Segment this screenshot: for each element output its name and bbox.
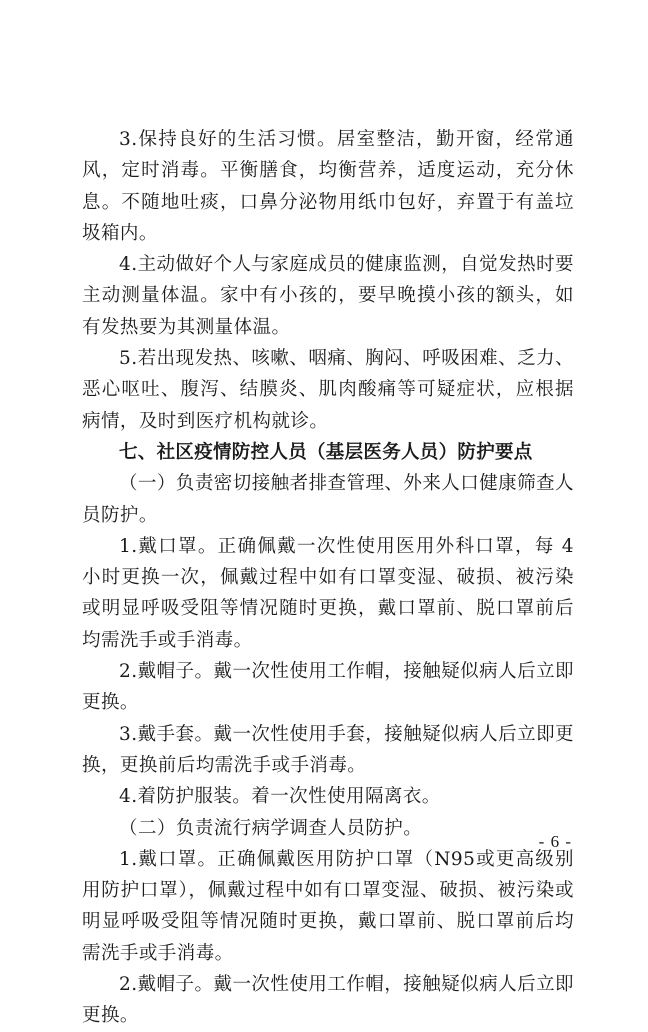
- section-heading-community-staff: 七、社区疫情防控人员（基层医务人员）防护要点: [119, 441, 533, 463]
- paragraph-gloves: 3.戴手套。戴一次性使用手套，接触疑似病人后立即更换，更换前后均需洗手或手消毒。: [82, 723, 574, 776]
- paragraph-symptoms: 5.若出现发热、咳嗽、咽痛、胸闷、呼吸困难、乏力、恶心呕吐、腹泻、结膜炎、肌肉酸痛等可疑症状，应根据病情，及时到医疗机构就诊。: [82, 348, 574, 432]
- page-number: - 6 -: [538, 832, 572, 851]
- subsection-heading-contact-screening: （一）负责密切接触者排查管理、外来人口健康筛查人员防护。: [82, 473, 574, 526]
- subsection-heading-epidemiology: （二）负责流行病学调查人员防护。: [119, 817, 423, 839]
- paragraph-gown: 4.着防护服装。着一次性使用隔离衣。: [119, 786, 441, 808]
- paragraph-health-monitoring: 4.主动做好个人与家庭成员的健康监测，自觉发热时要主动测量体温。家中有小孩的，要早晚摸小孩的额头，如有发热要为其测量体温。: [82, 254, 574, 338]
- paragraph-cap-epidemiology: 2.戴帽子。戴一次性使用工作帽，接触疑似病人后立即更换。: [82, 974, 574, 1027]
- document-body: [82, 124, 574, 1032]
- paragraph-mask-n95: 1.戴口罩。正确佩戴医用防护口罩（N95或更高级别用防护口罩），佩戴过程中如有口罩变湿、破损、被污染或明显呼吸受阻等情况随时更换，戴口罩前、脱口罩前后均需洗手或手消毒。: [82, 848, 574, 964]
- paragraph-cap: 2.戴帽子。戴一次性使用工作帽，接触疑似病人后立即更换。: [82, 661, 574, 714]
- paragraph-mask-surgical: 1.戴口罩。正确佩戴一次性使用医用外科口罩，每 4 小时更换一次，佩戴过程中如有口罩变湿、破损、被污染或明显呼吸受阻等情况随时更换，戴口罩前、脱口罩前后均需洗手或手消毒。: [82, 535, 574, 651]
- paragraph-habits: 3.保持良好的生活习惯。居室整洁，勤开窗，经常通风，定时消毒。平衡膳食，均衡营养，适度运动，充分休息。不随地吐痰，口鼻分泌物用纸巾包好，弃置于有盖垃圾箱内。: [82, 129, 574, 244]
